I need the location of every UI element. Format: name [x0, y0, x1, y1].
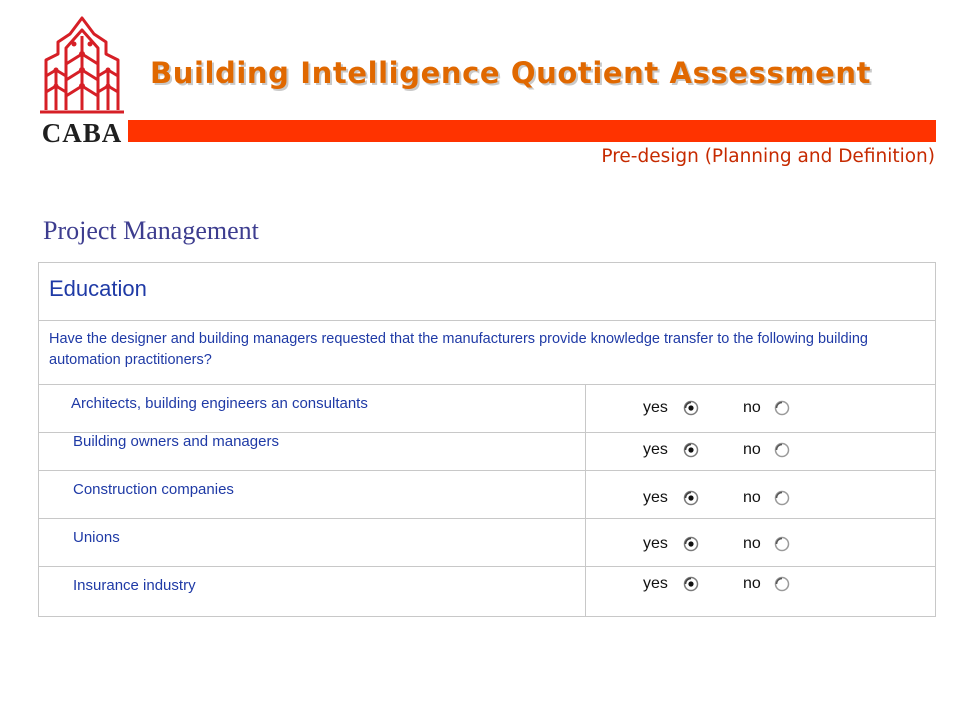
no-label: no [743, 575, 761, 592]
no-radio[interactable] [774, 536, 790, 552]
category-label: Education [49, 276, 147, 301]
page-title: Building Intelligence Quotient Assessment [150, 56, 872, 90]
radio-selected-icon [683, 400, 699, 416]
table-row [39, 519, 935, 567]
question-row [39, 321, 935, 385]
no-radio[interactable] [774, 576, 790, 592]
no-label: no [743, 441, 761, 458]
radio-unselected-icon [774, 400, 790, 416]
yes-label: yes [643, 441, 668, 458]
assessment-table [38, 262, 936, 617]
radio-selected-icon [683, 536, 699, 552]
item-label: Architects, building engineers an consultants [71, 395, 368, 412]
radio-unselected-icon [774, 490, 790, 506]
logo-text: CABA [41, 118, 123, 148]
radio-selected-icon [683, 576, 699, 592]
yes-radio[interactable] [683, 536, 699, 552]
question-text: Have the designer and building managers requested that the manufacturers provide knowledge transfer to the following building automation practitioners? [49, 331, 868, 368]
yes-label: yes [643, 575, 668, 592]
yes-radio[interactable] [683, 400, 699, 416]
yes-label: yes [643, 535, 668, 552]
no-label: no [743, 535, 761, 552]
radio-unselected-icon [774, 442, 790, 458]
radio-unselected-icon [774, 576, 790, 592]
item-label: Unions [73, 529, 120, 546]
category-row [39, 263, 935, 321]
table-row [39, 423, 935, 471]
radio-selected-icon [683, 490, 699, 506]
radio-selected-icon [683, 442, 699, 458]
no-radio[interactable] [774, 400, 790, 416]
no-radio[interactable] [774, 442, 790, 458]
column-divider [585, 519, 586, 566]
item-label: Construction companies [73, 481, 234, 498]
yes-label: yes [643, 489, 668, 506]
column-divider [585, 567, 586, 616]
caba-building-logo-icon [36, 14, 128, 118]
yes-radio[interactable] [683, 576, 699, 592]
caba-logo [36, 14, 128, 152]
yes-radio[interactable] [683, 490, 699, 506]
answer-group [643, 533, 823, 557]
answer-group [643, 397, 823, 421]
yes-radio[interactable] [683, 442, 699, 458]
column-divider [585, 471, 586, 518]
no-radio[interactable] [774, 490, 790, 506]
no-label: no [743, 399, 761, 416]
answer-group [643, 487, 823, 511]
table-row [39, 471, 935, 519]
item-label: Building owners and managers [73, 433, 279, 450]
column-divider [585, 423, 586, 470]
no-label: no [743, 489, 761, 506]
yes-label: yes [643, 399, 668, 416]
item-label: Insurance industry [73, 577, 196, 594]
table-row [39, 567, 935, 616]
answer-group [643, 439, 823, 463]
section-title: Project Management [43, 216, 259, 245]
page-subtitle: Pre-design (Planning and Definition) [601, 146, 935, 167]
answer-group [643, 573, 823, 597]
radio-unselected-icon [774, 536, 790, 552]
header-banner [128, 120, 936, 142]
